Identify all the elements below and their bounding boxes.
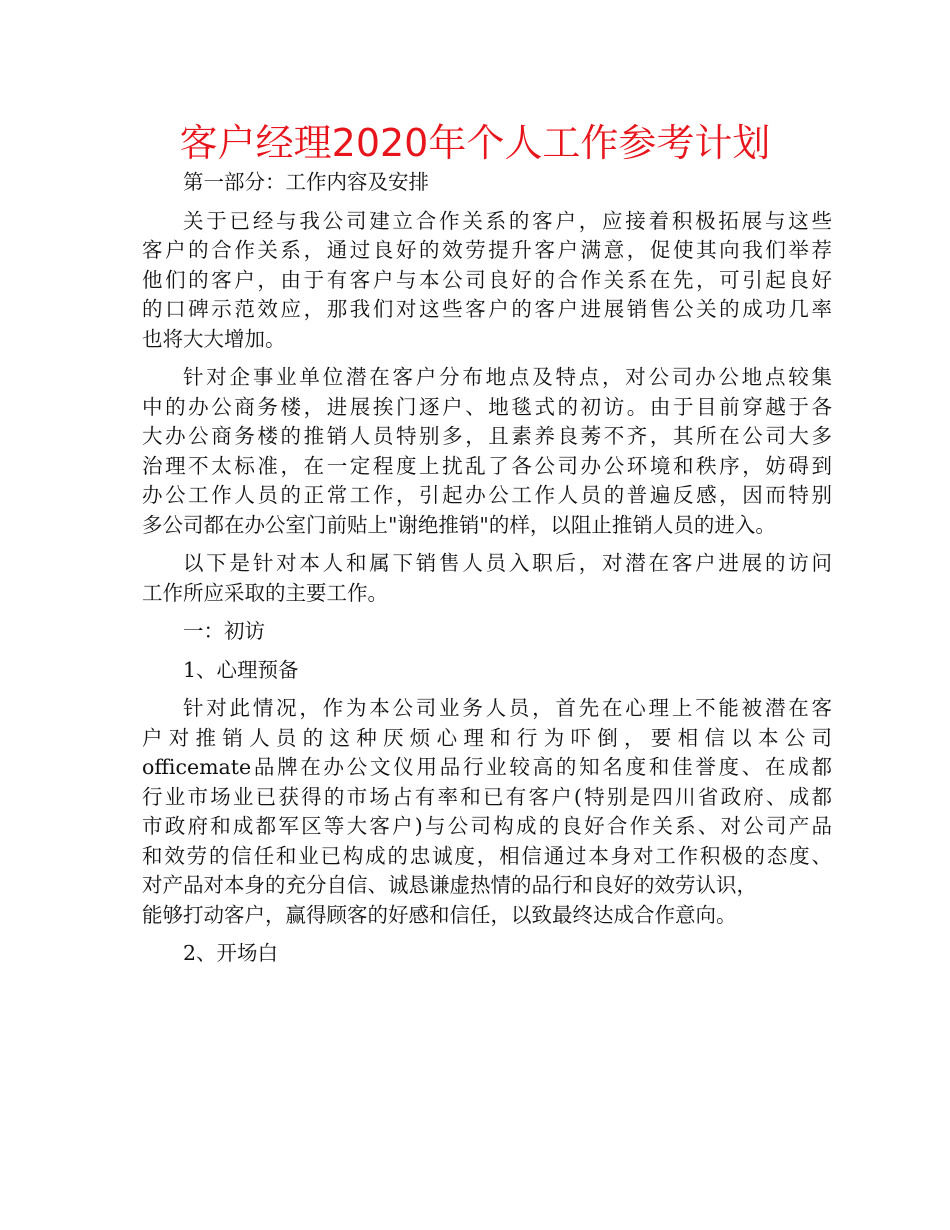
paragraph-line: 和效劳的信任和业已构成的忠诚度，相信通过本身对工作积极的态度、 [142, 843, 832, 868]
paragraph-line: 针对企事业单位潜在客户分布地点及特点，对公司办公地点较集 [183, 365, 832, 389]
paragraph-line: 针对此情况，作为本公司业务人员，首先在心理上不能被潜在客 [183, 696, 832, 720]
document-body [142, 168, 832, 969]
paragraph-line: 他们的客户，由于有客户与本公司良好的合作关系在先，可引起良好 [142, 267, 832, 292]
paragraph-line: 中的办公商务楼，进展挨门逐户、地毯式的初访。由于目前穿越于各 [142, 394, 832, 419]
subsection-heading: 1、心理预备 [183, 657, 299, 682]
paragraph-line: 治理不太标准，在一定程度上扰乱了各公司办公环境和秩序，妨碍到 [142, 453, 832, 478]
paragraph-line: 大办公商务楼的推销人员特别多，且素养良莠不齐，其所在公司大多 [142, 424, 832, 448]
paragraph-line: 市政府和成都军区等大客户)与公司构成的良好合作关系、对公司产品 [142, 814, 832, 838]
paragraph-line: 户对推销人员的这种厌烦心理和行为吓倒，要相信以本公司 [142, 725, 832, 750]
paragraph-line: 关于已经与我公司建立合作关系的客户，应接着积极拓展与这些 [183, 208, 832, 233]
paragraph-line: 对产品对本身的充分自信、诚恳谦虚热情的品行和良好的效劳认识， [142, 873, 757, 897]
paragraph-line: 的口碑示范效应，那我们对这些客户的客户进展销售公关的成功几率 [142, 297, 832, 321]
section-heading: 第一部分：工作内容及安排 [183, 170, 429, 194]
paragraph-line: 能够打动客户，赢得顾客的好感和信任，以致最终达成合作意向。 [142, 902, 737, 927]
paragraph-line: 以下是针对本人和属下销售人员入职后，对潜在客户进展的访问 [183, 551, 832, 575]
paragraph-line: 行业市场业已获得的市场占有率和已有客户(特别是四川省政府、成都 [142, 784, 832, 809]
paragraph-line: 工作所应采取的主要工作。 [142, 580, 388, 605]
subsection-heading: 2、开场白 [183, 941, 279, 965]
paragraph-line: 也将大大增加。 [142, 326, 286, 351]
paragraph-line: 客户的合作关系，通过良好的效劳提升客户满意，促使其向我们举荐 [142, 238, 832, 262]
paragraph-line: officemate品牌在办公文仪用品行业较高的知名度和佳誉度、在成都 [142, 755, 832, 779]
subsection-heading: 一：初访 [183, 619, 265, 643]
paragraph-line: 办公工作人员的正常工作，引起办公工作人员的普遍反感，因而特别 [142, 483, 832, 507]
paragraph-line: 多公司都在办公室门前贴上"谢绝推销"的样，以阻止推销人员的进入。 [142, 512, 776, 537]
document-title: 客户经理2020年个人工作参考计划 [179, 121, 771, 165]
